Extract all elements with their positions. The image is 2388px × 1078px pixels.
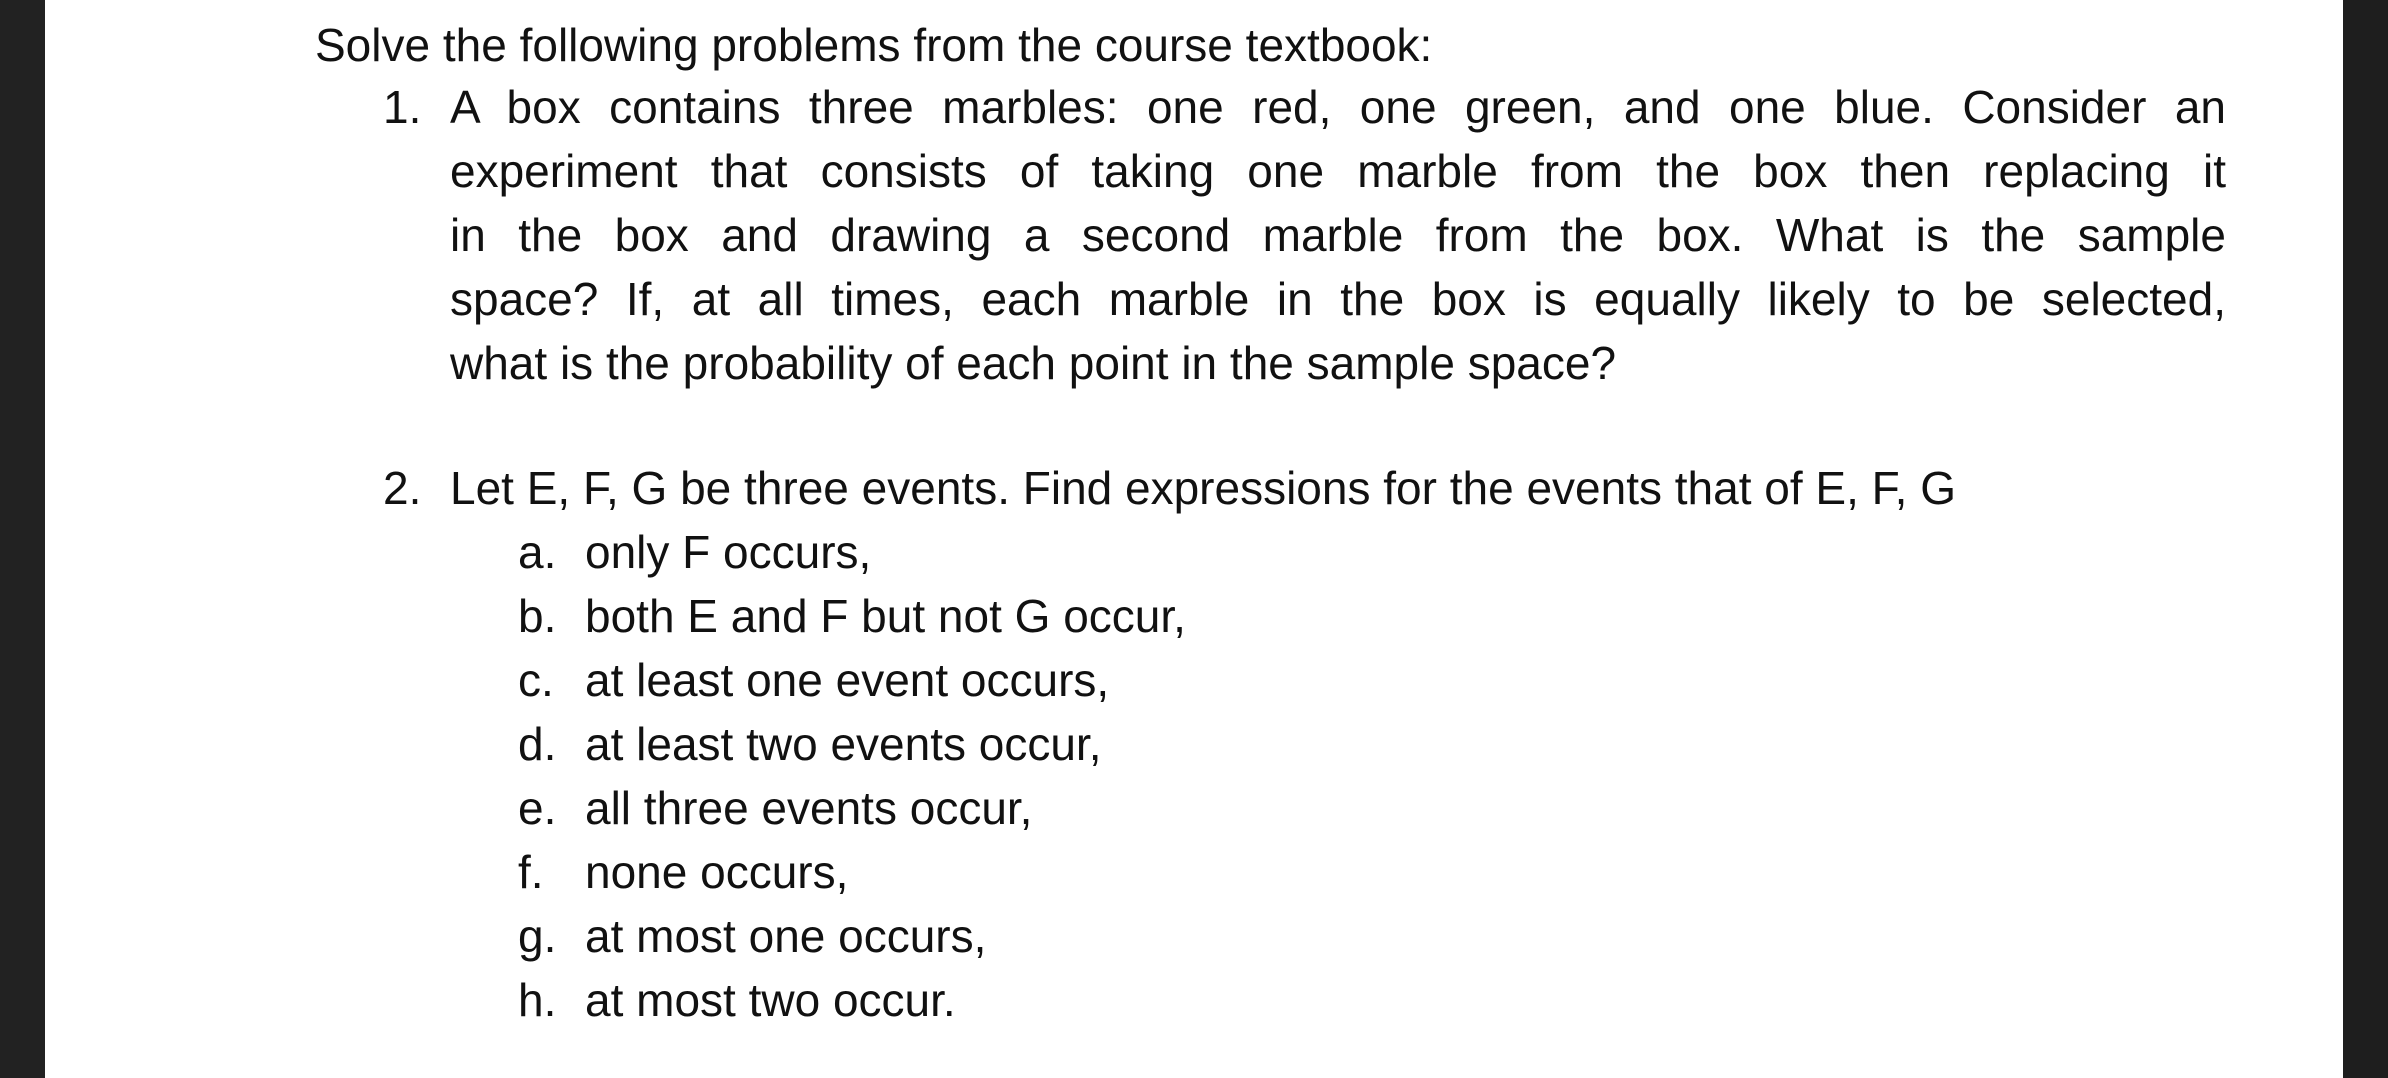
problem-2-text: Let E, F, G be three events. Find expressions for the events that of E, F, G [450,462,1956,514]
problem-1-line-5: what is the probability of each point in the sample space? [450,337,1617,389]
subitem-h-label: h. [518,974,557,1026]
subitem-e-text: all three events occur, [585,782,1033,834]
subitem-a-text: only F occurs, [585,526,872,578]
document-page [45,0,2343,1078]
right-window-gutter [2343,0,2388,1078]
subitem-f-label: f. [518,846,544,898]
subitem-h-text: at most two occur. [585,974,956,1026]
problem-1-number: 1. [383,81,422,133]
problem-1-line-3: in the box and drawing a second marble from the box. What is the sample [450,209,2226,261]
subitem-a-label: a. [518,526,557,578]
subitem-e-label: e. [518,782,557,834]
subitem-b-text: both E and F but not G occur, [585,590,1186,642]
subitem-g-label: g. [518,910,557,962]
subitem-c-text: at least one event occurs, [585,654,1110,706]
intro-text: Solve the following problems from the course textbook: [315,19,1433,71]
subitem-g-text: at most one occurs, [585,910,987,962]
problem-1-line-2: experiment that consists of taking one marble from the box then replacing it [450,145,2226,197]
subitem-c-label: c. [518,654,554,706]
subitem-d-label: d. [518,718,557,770]
problem-1-line-4: space? If, at all times, each marble in the box is equally likely to be selected, [450,273,2226,325]
subitem-d-text: at least two events occur, [585,718,1102,770]
problem-2-number: 2. [383,462,422,514]
problem-1-line-1: A box contains three marbles: one red, one green, and one blue. Consider an [450,81,2226,133]
left-window-gutter [0,0,45,1078]
subitem-f-text: none occurs, [585,846,849,898]
subitem-b-label: b. [518,590,557,642]
